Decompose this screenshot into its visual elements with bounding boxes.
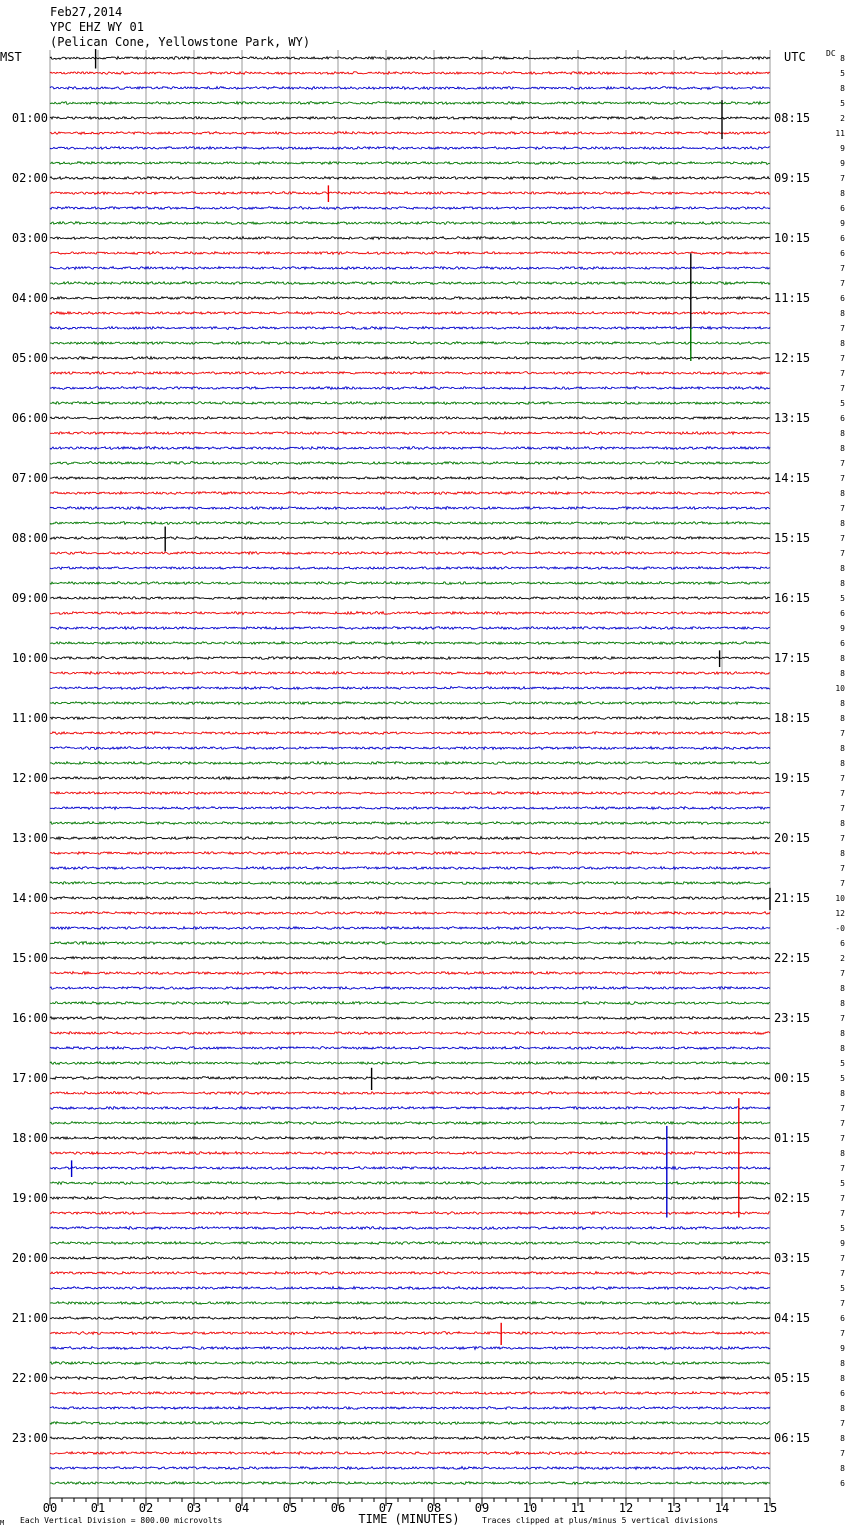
x-tick-label: 06 <box>330 1501 346 1515</box>
left-hour-label: 19:00 <box>11 1191 48 1205</box>
dc-offset-value: 7 <box>840 279 845 288</box>
dc-offset-value: 8 <box>840 339 845 348</box>
trace-line <box>50 1182 770 1185</box>
dc-offset-value: 8 <box>840 819 845 828</box>
trace-line <box>50 957 770 960</box>
dc-offset-value: 6 <box>840 414 845 423</box>
dc-offset-value: 8 <box>840 489 845 498</box>
left-hour-label: 15:00 <box>11 951 48 965</box>
x-tick-label: 04 <box>234 1501 250 1515</box>
trace-line <box>50 1422 770 1425</box>
dc-offset-value: 8 <box>840 759 845 768</box>
right-timezone-label: UTC <box>784 50 806 64</box>
left-hour-label: 20:00 <box>11 1251 48 1265</box>
left-hour-label: 12:00 <box>11 771 48 785</box>
dc-offset-value: 7 <box>840 1164 845 1173</box>
trace-line <box>50 1032 770 1035</box>
dc-offset-value: 7 <box>840 1194 845 1203</box>
trace-line <box>50 642 770 645</box>
clip-note: Traces clipped at plus/minus 5 vertical divisions <box>482 1516 719 1525</box>
dc-offset-value: 7 <box>840 459 845 468</box>
dc-offset-value: 7 <box>840 1014 845 1023</box>
trace-line <box>50 1092 770 1095</box>
dc-offset-value: 9 <box>840 144 845 153</box>
trace-line <box>50 477 770 480</box>
trace-line <box>50 372 770 375</box>
dc-offset-value: 9 <box>840 1239 845 1248</box>
trace-line <box>50 147 770 150</box>
x-tick-label: 15 <box>762 1501 778 1515</box>
dc-offset-value: 8 <box>840 54 845 63</box>
dc-offset-value: 7 <box>840 534 845 543</box>
dc-offset-value: 8 <box>840 1374 845 1383</box>
right-hour-label: 18:15 <box>774 711 811 725</box>
trace-line <box>50 1227 770 1230</box>
dc-offset-value: 7 <box>840 264 845 273</box>
trace-line <box>50 882 770 885</box>
trace-line <box>50 417 770 420</box>
trace-line <box>50 522 770 525</box>
dc-offset-value: 7 <box>840 774 845 783</box>
trace-line <box>50 747 770 750</box>
dc-offset-value: 7 <box>840 1329 845 1338</box>
trace-line <box>50 237 770 240</box>
right-hour-label: 23:15 <box>774 1011 811 1025</box>
right-hour-label: 20:15 <box>774 831 811 845</box>
dc-offset-value: 7 <box>840 174 845 183</box>
dc-offset-value: 7 <box>840 804 845 813</box>
trace-line <box>50 402 770 405</box>
trace-line <box>50 1467 770 1470</box>
trace-line <box>50 972 770 975</box>
right-hour-label: 21:15 <box>774 891 811 905</box>
dc-offset-value: 7 <box>840 1134 845 1143</box>
right-hour-labels <box>774 111 810 1445</box>
x-tick-label: 01 <box>90 1501 106 1515</box>
plot-station: YPC EHZ WY 01 <box>50 20 144 34</box>
dc-offset-value: 9 <box>840 624 845 633</box>
left-hour-label: 17:00 <box>11 1071 48 1085</box>
trace-line <box>50 1377 770 1380</box>
right-hour-label: 09:15 <box>774 171 811 185</box>
dc-offset-value: 8 <box>840 189 845 198</box>
trace-line <box>50 837 770 840</box>
left-hour-label: 03:00 <box>11 231 48 245</box>
trace-line <box>50 1452 770 1455</box>
trace-line <box>50 1257 770 1260</box>
dc-offset-value: 5 <box>840 1059 845 1068</box>
trace-line <box>50 1077 770 1080</box>
dc-offset-value: 7 <box>840 969 845 978</box>
dc-offset-value: 8 <box>840 1149 845 1158</box>
trace-line <box>50 162 770 165</box>
trace-line <box>50 192 770 195</box>
trace-line <box>50 342 770 345</box>
trace-line <box>50 912 770 915</box>
dc-offset-value: 7 <box>840 834 845 843</box>
dc-offset-value: 6 <box>840 939 845 948</box>
dc-offset-value: 7 <box>840 369 845 378</box>
trace-line <box>50 567 770 570</box>
trace-line <box>50 822 770 825</box>
trace-line <box>50 1407 770 1410</box>
left-hour-label: 08:00 <box>11 531 48 545</box>
trace-line <box>50 597 770 600</box>
dc-offset-value: 8 <box>840 1464 845 1473</box>
dc-offset-value: 8 <box>840 1359 845 1368</box>
x-tick-label: 00 <box>42 1501 58 1515</box>
trace-line <box>50 1152 770 1155</box>
trace-line <box>50 552 770 555</box>
dc-offset-value: 6 <box>840 609 845 618</box>
trace-line <box>50 1002 770 1005</box>
trace-line <box>50 672 770 675</box>
right-hour-label: 05:15 <box>774 1371 811 1385</box>
trace-line <box>50 627 770 630</box>
trace-line <box>50 252 770 255</box>
trace-line <box>50 657 770 660</box>
trace-line <box>50 1392 770 1395</box>
dc-offset-value: 9 <box>840 219 845 228</box>
dc-offset-value: 7 <box>840 1449 845 1458</box>
trace-line <box>50 327 770 330</box>
dc-offset-value: 7 <box>840 1254 845 1263</box>
trace-line <box>50 852 770 855</box>
trace-line <box>50 537 770 540</box>
left-hour-labels <box>12 111 48 1445</box>
right-hour-label: 17:15 <box>774 651 811 665</box>
right-hour-label: 06:15 <box>774 1431 811 1445</box>
left-hour-label: 05:00 <box>11 351 48 365</box>
left-hour-label: 09:00 <box>11 591 48 605</box>
dc-offset-value: 7 <box>840 1119 845 1128</box>
minute-gridlines <box>50 50 770 1498</box>
right-hour-label: 12:15 <box>774 351 811 365</box>
dc-offset-value: 6 <box>840 1389 845 1398</box>
trace-line <box>50 1362 770 1365</box>
x-tick-label: 13 <box>666 1501 682 1515</box>
dc-offset-value: 8 <box>840 984 845 993</box>
trace-line <box>50 612 770 615</box>
left-hour-label: 13:00 <box>11 831 48 845</box>
dc-offset-value: 8 <box>840 84 845 93</box>
x-tick-label: 12 <box>618 1501 634 1515</box>
left-hour-label: 14:00 <box>11 891 48 905</box>
left-hour-label: 06:00 <box>11 411 48 425</box>
trace-line <box>50 87 770 90</box>
trace-line <box>50 1287 770 1290</box>
trace-line <box>50 1347 770 1350</box>
dc-offset-value: 8 <box>840 444 845 453</box>
left-hour-label: 16:00 <box>11 1011 48 1025</box>
dc-offset-value: 7 <box>840 354 845 363</box>
trace-line <box>50 1122 770 1125</box>
dc-offset-value: 7 <box>840 549 845 558</box>
trace-line <box>50 867 770 870</box>
dc-offset-value: 8 <box>840 1029 845 1038</box>
trace-line <box>50 222 770 225</box>
scale-note: Each Vertical Division = 800.00 microvolts <box>20 1516 223 1525</box>
dc-offset-value: 6 <box>840 1314 845 1323</box>
dc-offset-value: 6 <box>840 294 845 303</box>
trace-line <box>50 1272 770 1275</box>
seismic-traces <box>50 57 770 1485</box>
dc-offset-labels <box>835 54 845 1488</box>
dc-offset-value: 6 <box>840 1479 845 1488</box>
dc-offset-value: 7 <box>840 864 845 873</box>
dc-offset-value: 11 <box>835 129 845 138</box>
dc-offset-value: 2 <box>840 954 845 963</box>
dc-offset-value: 7 <box>840 1419 845 1428</box>
trace-line <box>50 1047 770 1050</box>
trace-line <box>50 1197 770 1200</box>
dc-offset-value: 7 <box>840 1299 845 1308</box>
dc-offset-value: 5 <box>840 1224 845 1233</box>
left-hour-label: 10:00 <box>11 651 48 665</box>
trace-line <box>50 717 770 720</box>
trace-line <box>50 297 770 300</box>
x-axis-label: TIME (MINUTES) <box>358 1512 460 1526</box>
seismic-events <box>72 49 770 1345</box>
trace-line <box>50 1302 770 1305</box>
trace-line <box>50 117 770 120</box>
dc-offset-value: 5 <box>840 1284 845 1293</box>
dc-offset-value: 8 <box>840 669 845 678</box>
trace-line <box>50 777 770 780</box>
left-hour-label: 21:00 <box>11 1311 48 1325</box>
dc-offset-value: 8 <box>840 654 845 663</box>
dc-offset-value: 8 <box>840 714 845 723</box>
trace-line <box>50 132 770 135</box>
dc-offset-value: 7 <box>840 1269 845 1278</box>
trace-line <box>50 282 770 285</box>
dc-offset-value: 5 <box>840 1179 845 1188</box>
left-hour-label: 02:00 <box>11 171 48 185</box>
trace-line <box>50 942 770 945</box>
dc-offset-value: 5 <box>840 69 845 78</box>
dc-offset-value: 8 <box>840 744 845 753</box>
trace-line <box>50 432 770 435</box>
trace-line <box>50 462 770 465</box>
right-hour-label: 15:15 <box>774 531 811 545</box>
right-hour-label: 03:15 <box>774 1251 811 1265</box>
left-hour-label: 11:00 <box>11 711 48 725</box>
trace-line <box>50 102 770 105</box>
dc-offset-value: 5 <box>840 1074 845 1083</box>
dc-offset-value: 8 <box>840 699 845 708</box>
left-hour-label: 22:00 <box>11 1371 48 1385</box>
dc-offset-value: 6 <box>840 204 845 213</box>
trace-line <box>50 1167 770 1170</box>
trace-line <box>50 732 770 735</box>
trace-line <box>50 1317 770 1320</box>
trace-line <box>50 57 770 60</box>
trace-line <box>50 177 770 180</box>
left-hour-label: 18:00 <box>11 1131 48 1145</box>
right-hour-label: 11:15 <box>774 291 811 305</box>
dc-offset-value: 8 <box>840 309 845 318</box>
dc-offset-value: 8 <box>840 519 845 528</box>
right-hour-label: 10:15 <box>774 231 811 245</box>
dc-offset-value: -0 <box>835 924 845 933</box>
dc-offset-value: 8 <box>840 1404 845 1413</box>
x-tick-label: 07 <box>378 1501 394 1515</box>
dc-offset-value: 8 <box>840 999 845 1008</box>
x-tick-label: 11 <box>570 1501 586 1515</box>
dc-offset-value: 7 <box>840 729 845 738</box>
x-tick-label: 08 <box>426 1501 442 1515</box>
dc-offset-value: 8 <box>840 1089 845 1098</box>
trace-line <box>50 897 770 900</box>
x-tick-label: 02 <box>138 1501 154 1515</box>
dc-offset-value: 7 <box>840 1209 845 1218</box>
trace-line <box>50 1482 770 1485</box>
plot-date: Feb27,2014 <box>50 5 123 19</box>
trace-line <box>50 987 770 990</box>
x-tick-label: 05 <box>282 1501 298 1515</box>
trace-line <box>50 762 770 765</box>
trace-line <box>50 72 770 75</box>
dc-offset-value: 2 <box>840 114 845 123</box>
dc-offset-value: 9 <box>840 1344 845 1353</box>
trace-line <box>50 1242 770 1245</box>
trace-line <box>50 687 770 690</box>
dc-offset-value: 12 <box>835 909 845 918</box>
trace-line <box>50 807 770 810</box>
right-hour-label: 22:15 <box>774 951 811 965</box>
dc-offset-value: 7 <box>840 504 845 513</box>
left-hour-label: 01:00 <box>11 111 48 125</box>
trace-line <box>50 1437 770 1440</box>
right-hour-label: 19:15 <box>774 771 811 785</box>
trace-line <box>50 702 770 705</box>
left-timezone-label: MST <box>0 50 22 64</box>
dc-offset-value: 8 <box>840 564 845 573</box>
trace-line <box>50 357 770 360</box>
dc-offset-value: 7 <box>840 879 845 888</box>
trace-line <box>50 1107 770 1110</box>
right-hour-label: 00:15 <box>774 1071 811 1085</box>
trace-line <box>50 267 770 270</box>
dc-offset-value: 5 <box>840 399 845 408</box>
right-hour-label: 16:15 <box>774 591 811 605</box>
dc-offset-value: 6 <box>840 234 845 243</box>
left-hour-label: 04:00 <box>11 291 48 305</box>
trace-line <box>50 1212 770 1215</box>
dc-offset-value: 7 <box>840 474 845 483</box>
trace-line <box>50 492 770 495</box>
dc-offset-value: 8 <box>840 1044 845 1053</box>
dc-offset-value: 10 <box>835 684 845 693</box>
x-tick-label: 10 <box>522 1501 538 1515</box>
trace-line <box>50 927 770 930</box>
left-hour-label: 07:00 <box>11 471 48 485</box>
dc-offset-value: 8 <box>840 1434 845 1443</box>
dc-offset-value: 6 <box>840 249 845 258</box>
trace-line <box>50 1062 770 1065</box>
dc-offset-value: 10 <box>835 894 845 903</box>
dc-offset-value: 7 <box>840 1104 845 1113</box>
right-hour-label: 13:15 <box>774 411 811 425</box>
x-tick-label: 09 <box>474 1501 490 1515</box>
trace-line <box>50 507 770 510</box>
dc-offset-value: 9 <box>840 159 845 168</box>
dc-offset-value: 7 <box>840 384 845 393</box>
dc-offset-value: 8 <box>840 429 845 438</box>
right-hour-label: 02:15 <box>774 1191 811 1205</box>
trace-line <box>50 1017 770 1020</box>
dc-offset-value: 8 <box>840 579 845 588</box>
dc-offset-value: 5 <box>840 99 845 108</box>
x-tick-label: 03 <box>186 1501 202 1515</box>
right-hour-label: 14:15 <box>774 471 811 485</box>
dc-offset-value: 7 <box>840 789 845 798</box>
dc-offset-value: 8 <box>840 849 845 858</box>
trace-line <box>50 1137 770 1140</box>
trace-line <box>50 1332 770 1335</box>
right-hour-label: 08:15 <box>774 111 811 125</box>
dc-offset-value: 6 <box>840 639 845 648</box>
x-tick-label: 14 <box>714 1501 730 1515</box>
trace-line <box>50 792 770 795</box>
plot-location: (Pelican Cone, Yellowstone Park, WY) <box>50 35 311 49</box>
left-hour-label: 23:00 <box>11 1431 48 1445</box>
right-hour-label: 01:15 <box>774 1131 811 1145</box>
dc-label: DC <box>826 49 836 58</box>
trace-line <box>50 387 770 390</box>
trace-line <box>50 207 770 210</box>
right-hour-label: 04:15 <box>774 1311 811 1325</box>
dc-offset-value: 5 <box>840 594 845 603</box>
trace-line <box>50 447 770 450</box>
trace-line <box>50 582 770 585</box>
trace-line <box>50 312 770 315</box>
dc-offset-value: 7 <box>840 324 845 333</box>
corner-mark: M <box>0 1519 5 1527</box>
